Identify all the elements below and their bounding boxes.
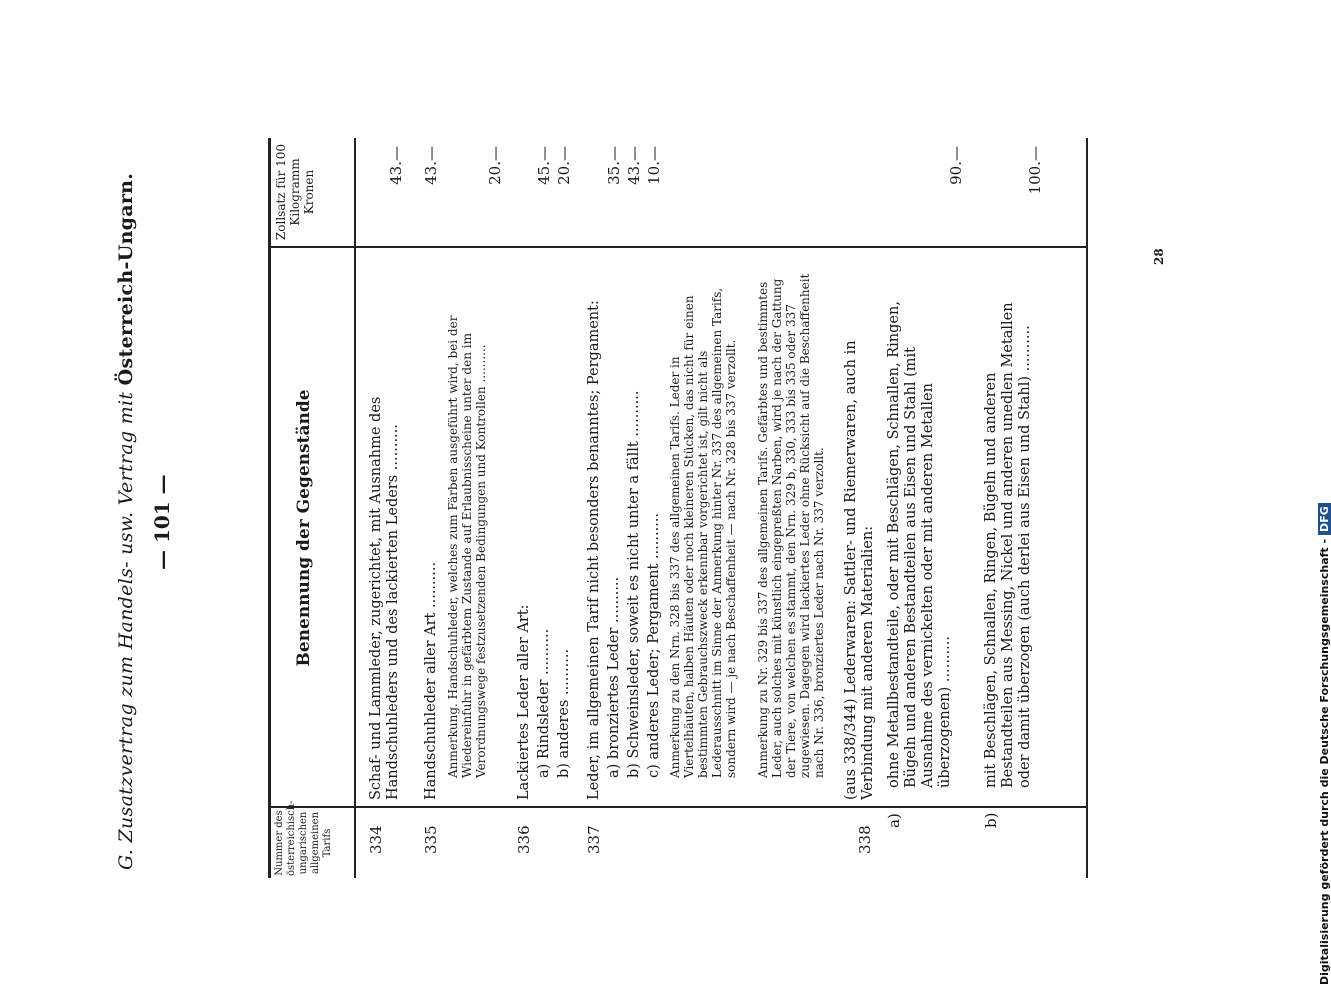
item-description: Handschuhleder aller Art .......... bbox=[423, 561, 439, 800]
item-note: Anmerkung. Handschuhleder, welches zum Färben ausgeführt wird, bei der Wiedereinfuhr in gefärbtem Zustande auf Erlaubnisscheine unter den im Verordnungswege festzusetzenden Bedingungen und Kontrollen .......... bbox=[446, 315, 488, 778]
duty-rate: 20.— bbox=[555, 146, 573, 185]
folio-number: 28 bbox=[1152, 248, 1166, 265]
tariff-table bbox=[268, 138, 1088, 878]
item-description: b) anderes .......... bbox=[556, 648, 572, 778]
item-description: a) bronziertes Leder .......... bbox=[606, 576, 622, 778]
duty-rate: 45.— bbox=[535, 146, 553, 185]
duty-rate: 43.— bbox=[422, 146, 440, 185]
item-description: a) Rindsleder .......... bbox=[536, 628, 552, 778]
page-header bbox=[115, 110, 145, 870]
item-description: b) Schweinsleder, soweit es nicht unter a fällt .......... bbox=[626, 390, 642, 778]
col-head-duty: Zollsatz für 100 Kilogramm Kronen bbox=[274, 143, 316, 241]
table-header-rule bbox=[354, 138, 356, 878]
tariff-number: 338 bbox=[856, 825, 874, 854]
tariff-number: 335 bbox=[422, 825, 440, 854]
item-description: c) anderes Leder; Pergament .......... bbox=[646, 512, 662, 778]
page-number: — 101 — bbox=[150, 474, 174, 570]
duty-rate: 43.— bbox=[387, 146, 405, 185]
item-description: ohne Metallbestandteile, oder mit Beschlägen, Schnallen, Ringen, Bügeln und anderen Bestandteilen aus Eisen und Stahl (mit Ausnahme des vernickelten oder mit anderen Metallen überzogenen) .......... bbox=[886, 301, 953, 788]
dfg-notice-text: Digitalisierung gefördert durch die Deutsche Forschungsgemeinschaft - bbox=[1318, 538, 1331, 985]
column-divider bbox=[268, 246, 1088, 248]
tariff-number: 336 bbox=[515, 825, 533, 854]
item-note: Anmerkung zu den Nrn. 328 bis 337 des allgemeinen Tarifs. Leder in Viertelhäuten, halben Häuten oder noch kleineren Stücken, das nicht für einen bestimmten Gebrauchszweck erkennbar vorgerichtet ist, gilt nicht als Lederausschnitt im Sinne der Anmerkung hinter Nr. 337 des allgemeinen Tarifs, sondern wird — je nach Beschaffenheit — nach Nr. 328 bis 337 verzollt. bbox=[668, 287, 738, 778]
item-note: Anmerkung zu Nr. 329 bis 337 des allgemeinen Tarifs. Gefärbtes und bestimmtes Leder, auch solches mit künstlich eingepreßten Narben, wird je nach der Gattung der Tiere, von welchen es stammt, den Nrn. 329 b, 330, 333 bis 335 oder 337 zugewiesen. Dagegen wird lackiertes Leder ohne Rücksicht auf die Beschaffenheit nach Nr. 336, bronziertes Leder nach Nr. 337 verzollt. bbox=[756, 273, 826, 778]
item-description: Leder, im allgemeinen Tarif nicht besonders benanntes; Pergament: bbox=[586, 300, 602, 800]
table-bottom-rule bbox=[1086, 138, 1088, 878]
duty-rate: 10.— bbox=[645, 146, 663, 185]
duty-rate: 90.— bbox=[947, 146, 965, 185]
item-description: Schaf- und Lammleder, zugerichtet, mit Ausnahme des Handschuhleders und des lackierten Leders .......... bbox=[368, 396, 401, 800]
col-head-number: Nummer des österreichisch-ungarischen allgemeinen Tarifs bbox=[274, 800, 333, 876]
duty-rate: 43.— bbox=[625, 146, 643, 185]
col-head-description: Benennung der Gegenstände bbox=[294, 389, 314, 667]
tariff-subnumber: b) bbox=[982, 812, 1000, 828]
item-description: Lackiertes Leder aller Art: bbox=[516, 604, 532, 800]
duty-rate: 100.— bbox=[1026, 146, 1044, 195]
item-description: mit Beschlägen, Schnallen, Ringen, Bügeln und anderen Bestandteilen aus Messing, Nickel und anderen unedlen Metallen oder damit überzogen (auch derlei aus Eisen und Stahl) .......... bbox=[983, 302, 1033, 788]
column-divider bbox=[268, 806, 1088, 808]
tariff-number: 337 bbox=[585, 825, 603, 854]
dfg-notice bbox=[1318, 503, 1331, 985]
tariff-number: 334 bbox=[367, 825, 385, 854]
tariff-subnumber: a) bbox=[885, 813, 903, 828]
running-title: G. Zusatzvertrag zum Handels- usw. Vertrag mit Österreich-Ungarn. bbox=[115, 172, 137, 870]
table-top-rule bbox=[268, 138, 271, 878]
duty-rate: 35.— bbox=[605, 146, 623, 185]
duty-rate: 20.— bbox=[486, 146, 504, 185]
dfg-badge: DFG bbox=[1318, 503, 1331, 535]
item-description: (aus 338/344) Lederwaren: Sattler- und Riemerwaren, auch in Verbindung mit anderen Materialien: bbox=[843, 340, 876, 800]
